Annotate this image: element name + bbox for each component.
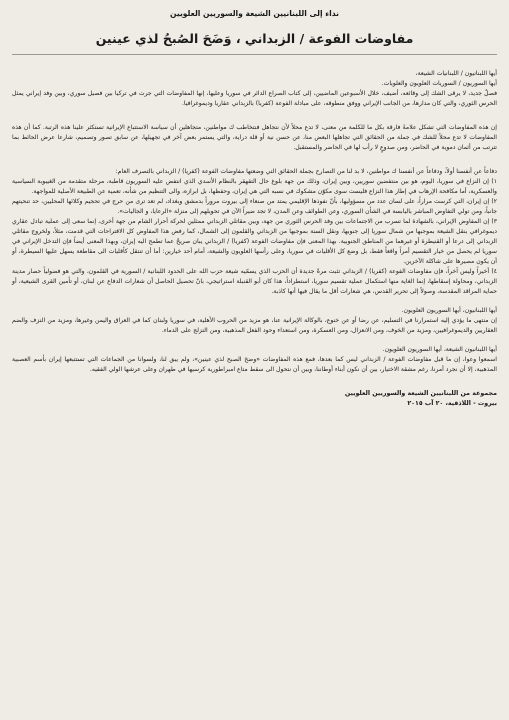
point-4: ٤) أخيراً وليس آخراً، فإن مفاوضات الفوعة (كفريا) / الزبداني تثبت مرةً جديدة أن الحزب الذي يسمّيه شيعة حزب الله على الحدود اللبنانية / السورية في القلمون، والتي هو فضولياً حصار مدينة الزبداني، ومحاولة إسقاطها، إنما الغاية منها استكمال عملية تقسيم سوريا، استطراداً، هذا كان أبو القنبلة استراتيجي، بانّ تحصيل الحاصل أن شعارات الدفاع عن لبنان، أو تأمين القرى الشيعية، أو حماية المراقد المقدسة، وصولاً إلى تحرير القدس، هي شعارات أقل ما يقال فيها أنها كاذبة. <box>12 268 497 295</box>
section-2-heading: أيها اللبنانيون، أيها السوريون العلويون. <box>401 307 497 314</box>
paragraph-2: إن هذه المفاوضات التي تشكل علامةً فارقة بكل ما للكلمة من معنى، لا تدع محلاً لأن نتجاهل فنتخاطب ك مواطنين، متجاهلين أن سياسة الاستتباع الإيرانية تستكثر علينا هذه الرتبة. كما أن هذه المفاوضات لا تدع محلاً للشك في جملة من الحقائق التي تجاهلها البعض منا، عن حسن نية أو قلة دراية، والتي يستمر بعض آخر في تجهيلها، عن سابق تصور وتصميم، شارعا عرض الحائط بما تترتب من أثمان دموية في الحاضر، ومن صدوعٍ لا رأب لها في الحاضر والمستقبل. <box>12 124 497 151</box>
header-line: نداء إلى اللبنانيين الشيعة والسوريين العلويين <box>170 9 339 18</box>
point-3: ٣) إن المفاوض الإيراني، بالشهادة لما تسرب من الاجتماعات بين وفد الحرس الثوري من جهة، وبين مقاتلي الزبداني ممثلين لحركة أحرار الشام من جهة أخرى، إنما سعى إلى عملية تبادل عقاري ديموغرافي بنقل الشيعة بموجبها من شمال سوريا إلى جنوبها، ونقل السنة بموجبها من الزبداني والقلمون إلى الشمال، كما رفض هذا المفاوض كل الاقتراحات التي قدمت، مثلاً، ولخروج مقاتلي الزبداني إلى درعا أو القنيطرة أو غيرهما من المناطق الجنوبية. بهذا المعنى فإن مفاوضات الفوعة (كفريا) / الزبداني يبان صريحٌ عما تطمح اليه إيران، وبهذا المعنى أيضاً فإن التدخل الإيراني في سوريا لم يحصل من خيار التقسيم أمراً واقعاً فقط، بل وضع كل الأقليات في سوريا، وعلى رأسها العلويون والشيعة، أمام أحد خيارين: أما أن تنتقل كأقليات الى مقاطعة يسهل عليها السيطرة، أو أن يكون مصيرها على شاكلة الآخرين. <box>12 218 497 265</box>
paragraph-3: دفاعاً عن أنفسنا أولاً، ودفاعاً عن أنفسنا ك مواطنين، لا بد لنا من التصارح بجملة الحقائق التي وضعتها مفاوضات الفوعة (كفريا) / الزبداني بالتصرف العام: <box>115 168 497 175</box>
section-2-body: إن منتهى ما يؤدي إليه استمرارنا في التسليم، عن رضا أو عن خنوع، بالوكالة الإيرانية عنا، هو مزيد من الحروب الأهلية، في سوريا ولبنان كما في العراق واليمن وغيرها، ومزيد من النزف والضم العقاريين والديموغرافيين، ومزيد من الخوف، ومن الانعزال، ومن العسكرة، ومن استعداء وحود الفعل المذهبية، ومن التزلج على الدماء. <box>12 317 497 334</box>
point-1: ١) إن النزاع في سوريا، اليوم، هو بين منتفضين سوريين، وبين إيران، وذلك من جهة بلوغ حال التقهقر بالنظام الأسدي الذي انتفض عليه السوريون قاطبة، مرحلة متقدمة من الغيبوبة السياسية والعسكرية، أما مكافحة الإرهاب في إطار هذا النزاع فليست سوى مكوّن مشكوك في نسبه التي هي إيران، وحفظها، بل ابرازه، والى التنظيم من شأنه، تعمية عن الطبيعة الأصلية للمواجهة. <box>12 178 497 195</box>
section-3-body: اسمعوا وعوا، إن ما قبل مفاوضات الفوعة / الزبداني ليس كما بعدها، فمع هذه المفاوضات «وضحَ الصبح لذي عينين»، ولم يبق لنا، ولسوانا من الجماعات التي تستتبعها إيران بأسم العصبية المذهبية، إلا أن نجرد أمرنا، رغم مشقة الاختيار، بين أن نكون أبناء أوطاننا، وبين أن نتحول الى سقط متاع امبراطورية كرسيها في طهران وعلى عرشها الولي الفقيه. <box>12 356 497 373</box>
signature-line-1: مجموعة من اللبنانيين الشيعة والسوريين العلويين <box>344 390 497 397</box>
greeting-line-1: أيها اللبنانيون / اللبنانيات الشيعة، <box>415 70 497 77</box>
greeting-line-2: أيها السوريون / السوريات العلويون والعلويات. <box>381 80 497 87</box>
point-2: ٢) إن إيران، التي كرست مراراً، على لسان عدد من مسؤوليها، بأنّ نفوذها الإقليمي يمتد من صنعاء إلى بيروت مروراً بدمشق وبغداد، لم تعد ترى من حرج في تحجيم وكلائها المحليين، حد تنحيتهم جانباً، ومن تولي التفاوض المباشر باليابسة في الشأن السوري، وعن الطوائف وعن المدن، لا تجد ضيراً الآن في تحويلهم إلى منزلة «الرعايا، و الجاليات». <box>12 198 497 215</box>
section-3-heading: أيها اللبنانيون الشيعة، أيها السوريون العلويون. <box>382 346 497 353</box>
page-title: مفاوضات الفوعة / الزبداني ، وَضَحَ الصُبحُ لذي عينين <box>95 31 414 46</box>
paragraph-1: فصلٌ جديد، لا يرقى الشك إلى وقائعه، أضيف، خلال الأسبوعين الماضيين، إلى كتاب الصراع الدائر في سوريا وعليها، إنها المفاوضات التي جرت في تركيا بين فصيل سوري، وبين وفد إيراني يمثل الحرس الثوري، والتي كان مدارها، من الجانب الإيراني ووفق منطوقه، على مبادلة الفوعة (كفريا) بالزبداني عقاريا وديموغرافيا. <box>12 90 497 107</box>
signature-line-2: بيروت - اللاذقية، ٢٠ آب ٢٠١٥ <box>407 400 497 407</box>
